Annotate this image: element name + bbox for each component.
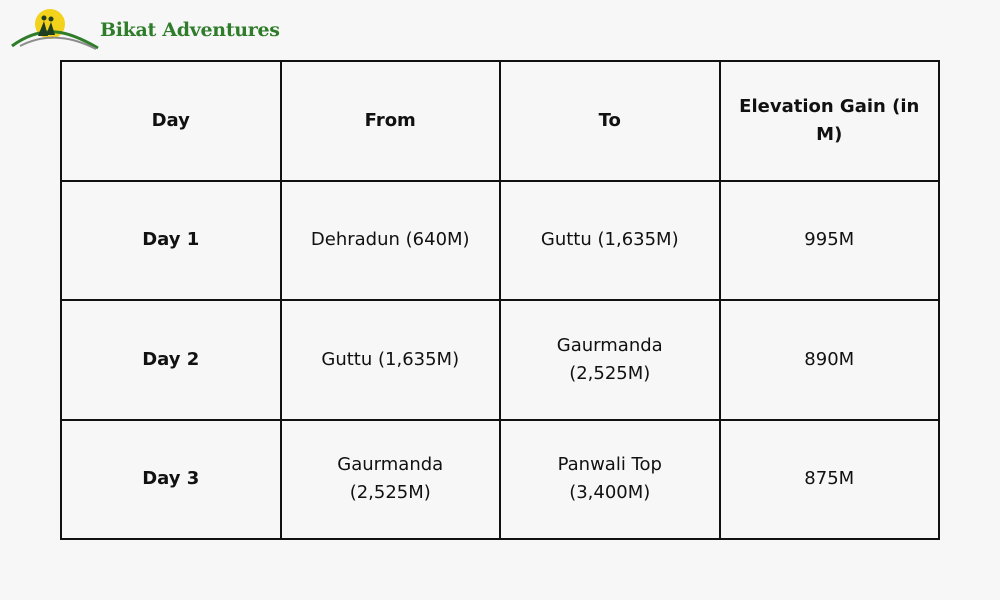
table-row [61,300,939,420]
elevation-gain-cell: 875M [720,420,940,540]
brand-logo [10,8,280,52]
itinerary-table-container [60,60,940,540]
day-cell: Day 2 [61,300,281,420]
day-cell: Day 3 [61,420,281,540]
to-cell: Guttu (1,635M) [500,181,720,301]
table-header-row [61,61,939,181]
elevation-gain-cell: 890M [720,300,940,420]
header-to: To [500,61,720,181]
from-cell: Guttu (1,635M) [281,300,501,420]
table-row [61,181,939,301]
header-elevation-gain: Elevation Gain (in M) [720,61,940,181]
day-cell: Day 1 [61,181,281,301]
to-cell: Panwali Top (3,400M) [500,420,720,540]
header-from: From [281,61,501,181]
table-row [61,420,939,540]
mountain-hikers-logo-icon [10,8,100,52]
to-cell: Gaurmanda (2,525M) [500,300,720,420]
from-cell: Dehradun (640M) [281,181,501,301]
itinerary-table [60,60,940,540]
elevation-gain-cell: 995M [720,181,940,301]
header-day: Day [61,61,281,181]
brand-name: Bikat Adventures [100,19,280,41]
from-cell: Gaurmanda (2,525M) [281,420,501,540]
